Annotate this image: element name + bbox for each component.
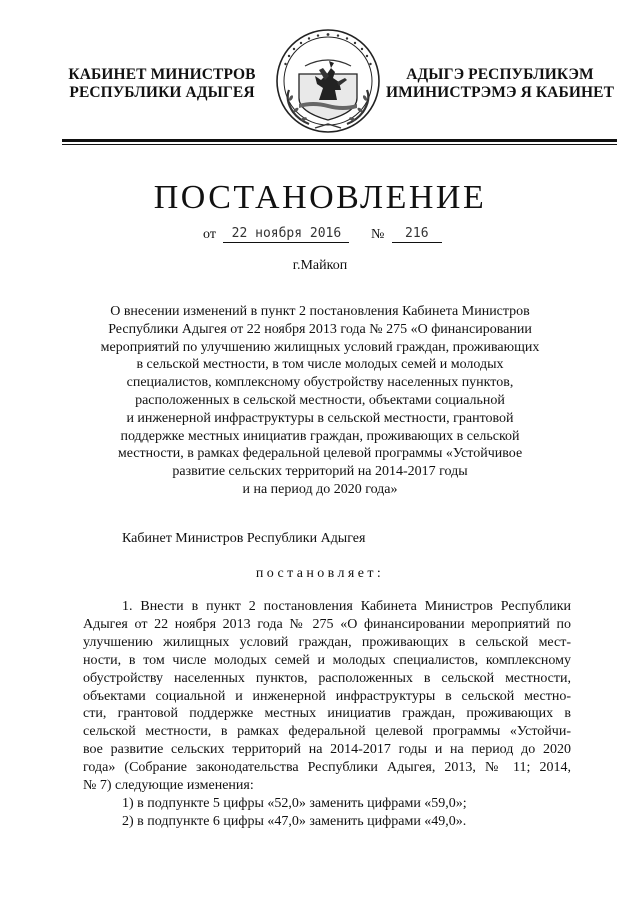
date-label: от — [203, 227, 216, 242]
body-line: года» (Собрание законодательства Республики Адыгея, 2013, № 11; 2014, — [83, 760, 571, 776]
body-line: Адыгея от 22 ноября 2013 года № 275 «О финансировании мероприятий по — [83, 616, 571, 632]
body-line: сельской местности, в рамках федеральной целевой программы «Устойчи- — [83, 724, 571, 740]
header-divider-thick — [62, 139, 617, 142]
document-title: ПОСТАНОВЛЕНИЕ — [153, 179, 487, 216]
body-line: улучшению жилищных условий граждан, проживающих в сельской мест- — [83, 634, 571, 650]
body-line: ности, в том числе молодых семей и молодых специалистов, комплексному — [83, 652, 571, 668]
issuing-body: Кабинет Министров Республики Адыгея — [122, 531, 366, 546]
subject-line: развитие сельских территорий на 2014-2017 годы — [172, 464, 468, 480]
date-number-line — [203, 226, 442, 248]
date-value: 22 ноября 2016 — [223, 226, 349, 243]
issuer-name-line: КАБИНЕТ МИНИСТРОВ — [68, 66, 256, 83]
body-line: сти, грантовой поддержке местных инициатив граждан, проживающих в — [83, 706, 571, 722]
issuer-name-line: РЕСПУБЛИКИ АДЫГЕЯ — [69, 84, 255, 101]
subject-line: поддержке местных инициатив граждан, проживающих в сельской — [120, 428, 520, 444]
subject-line: О внесении изменений в пункт 2 постановления Кабинета Министров — [110, 304, 530, 319]
amendment-item: 2) в подпункте 6 цифры «47,0» заменить цифрами «49,0». — [122, 813, 467, 829]
subject-line: и на период до 2020 года» — [242, 481, 398, 497]
body-line: 1. Внести в пункт 2 постановления Кабинета Министров Республики — [122, 599, 571, 614]
subject-heading — [80, 303, 560, 499]
resolves-heading: постановляет: — [255, 566, 385, 581]
header-divider-thin — [62, 144, 617, 145]
body-line: обустройству населенных пунктов, расположенных в сельской местности, — [83, 670, 571, 686]
subject-line: мероприятий по улучшению жилищных условий граждан, проживающих — [100, 339, 540, 355]
subject-line: в сельской местности, в том числе молодых семей и молодых — [136, 357, 504, 373]
body-line: объектами социальной и инженерной инфраструктуры в сельской местно- — [83, 688, 571, 704]
number-value: 216 — [392, 226, 442, 243]
issuer-name-adyghe — [384, 66, 616, 102]
subject-line: Республики Адыгея от 22 ноября 2013 года № 275 «О финансировании — [108, 321, 532, 337]
body-line: № 7) следующие изменения: — [83, 778, 254, 794]
issuer-name-russian — [62, 66, 262, 102]
subject-line: расположенных в сельской местности, объектами социальной — [135, 392, 505, 408]
city-name: г.Майкоп — [292, 258, 348, 273]
body-line: вое развитие сельских территорий на 2014-2017 годы и на период до 2020 — [83, 742, 571, 758]
subject-line: местности, в рамках федеральной целевой программы «Устойчивое — [117, 446, 523, 462]
number-label: № — [370, 227, 385, 242]
issuer-name-line: ИМИНИСТРЭМЭ Я КАБИНЕТ — [385, 84, 615, 101]
issuer-name-line: АДЫГЭ РЕСПУБЛИКЭМ — [406, 66, 594, 83]
subject-line: специалистов, комплексному обустройству населенных пунктов, — [126, 375, 514, 391]
resolution-body — [83, 598, 571, 831]
coat-of-arms-icon — [275, 28, 381, 134]
subject-line: и инженерной инфраструктуры в сельской местности, грантовой — [126, 410, 514, 426]
amendment-item: 1) в подпункте 5 цифры «52,0» заменить цифрами «59,0»; — [122, 795, 467, 811]
